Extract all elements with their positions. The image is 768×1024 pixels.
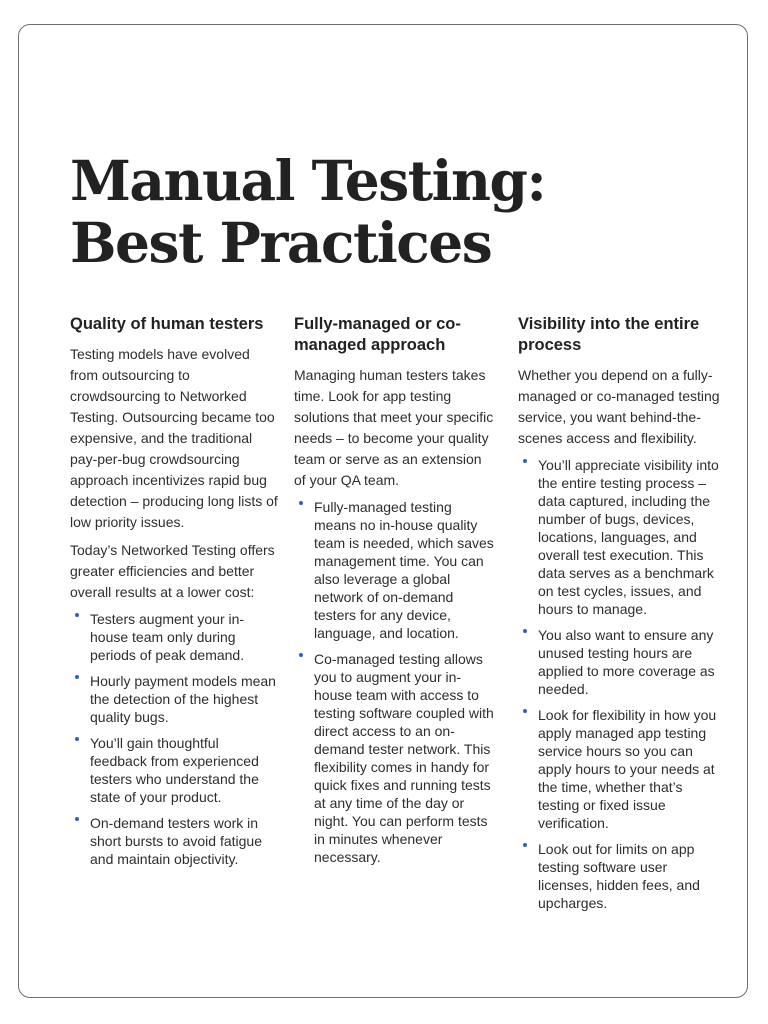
list-item-text: Co-managed testing allows you to augment your in-house team with access to testing software coupled with direct access to an on-demand tester network. This flexibility comes in handy for quick fixes and running tests at any time of the day or night. You can perform tests in minutes whenever necessary. xyxy=(314,651,494,865)
bullet-icon xyxy=(75,613,79,617)
column-visibility-into-process xyxy=(518,314,724,920)
page-title xyxy=(70,150,545,274)
bullet-icon xyxy=(523,843,527,847)
list-item-text: On-demand testers work in short bursts to avoid fatigue and maintain objectivity. xyxy=(90,815,262,867)
title-line-1: Manual Testing: xyxy=(70,148,546,213)
list-item-text: You’ll gain thoughtful feedback from experienced testers who understand the state of your product. xyxy=(90,735,259,805)
list-item xyxy=(294,650,494,866)
list-item-text: Look out for limits on app testing software user licenses, hidden fees, and upcharges. xyxy=(538,841,700,911)
column-heading: Quality of human testers xyxy=(70,315,264,333)
bullet-icon xyxy=(299,653,303,657)
bullet-icon xyxy=(75,817,79,821)
bullet-icon xyxy=(75,737,79,741)
column-quality-of-human-testers xyxy=(70,314,278,876)
list-item xyxy=(518,456,724,618)
list-item xyxy=(518,840,724,912)
column-heading: Visibility into the entire process xyxy=(518,315,700,354)
column-paragraph: Testing models have evolved from outsourcing to crowdsourcing to Networked Testing. Outsourcing became too expensive, and the traditional pay-per-bug crowdsourcing approach incentivizes rapid bug detection – producing long lists of low priority issues. xyxy=(70,346,278,530)
bullet-list xyxy=(518,456,724,912)
list-item xyxy=(70,672,278,726)
list-item xyxy=(518,626,724,698)
list-item xyxy=(294,498,494,642)
bullet-list xyxy=(294,498,494,866)
list-item-text: Testers augment your in-house team only during periods of peak demand. xyxy=(90,611,245,663)
bullet-icon xyxy=(75,675,79,679)
bullet-icon xyxy=(299,501,303,505)
list-item xyxy=(70,610,278,664)
column-paragraph: Today’s Networked Testing offers greater efficiencies and better overall results at a lower cost: xyxy=(70,542,275,600)
list-item-text: Hourly payment models mean the detection of the highest quality bugs. xyxy=(90,673,276,725)
bullet-icon xyxy=(523,459,527,463)
list-item-text: You also want to ensure any unused testing hours are applied to more coverage as needed. xyxy=(538,627,715,697)
bullet-list xyxy=(70,610,278,868)
list-item-text: Fully-managed testing means no in-house quality team is needed, which saves management time. You can also leverage a global network of on-demand testers for any device, language, and location. xyxy=(314,499,494,641)
list-item xyxy=(70,814,278,868)
list-item xyxy=(70,734,278,806)
column-managed-approach xyxy=(294,314,494,874)
bullet-icon xyxy=(523,629,527,633)
bullet-icon xyxy=(523,709,527,713)
list-item xyxy=(518,706,724,832)
list-item-text: You’ll appreciate visibility into the entire testing process – data captured, including the number of bugs, devices, locations, languages, and overall test execution. This data serves as a benchmark on test cycles, issues, and hours to manage. xyxy=(538,457,719,617)
list-item-text: Look for flexibility in how you apply managed app testing service hours so you can apply hours to your needs at the time, whether that’s testing or fixed issue verification. xyxy=(538,707,717,831)
title-line-2: Best Practices xyxy=(70,210,492,275)
column-heading: Fully-managed or co-managed approach xyxy=(294,315,461,354)
column-paragraph: Whether you depend on a fully-managed or co-managed testing service, you want behind-the-scenes access and flexibility. xyxy=(518,367,720,446)
column-paragraph: Managing human testers takes time. Look for app testing solutions that meet your specific needs – to become your quality team or serve as an extension of your QA team. xyxy=(294,367,494,488)
